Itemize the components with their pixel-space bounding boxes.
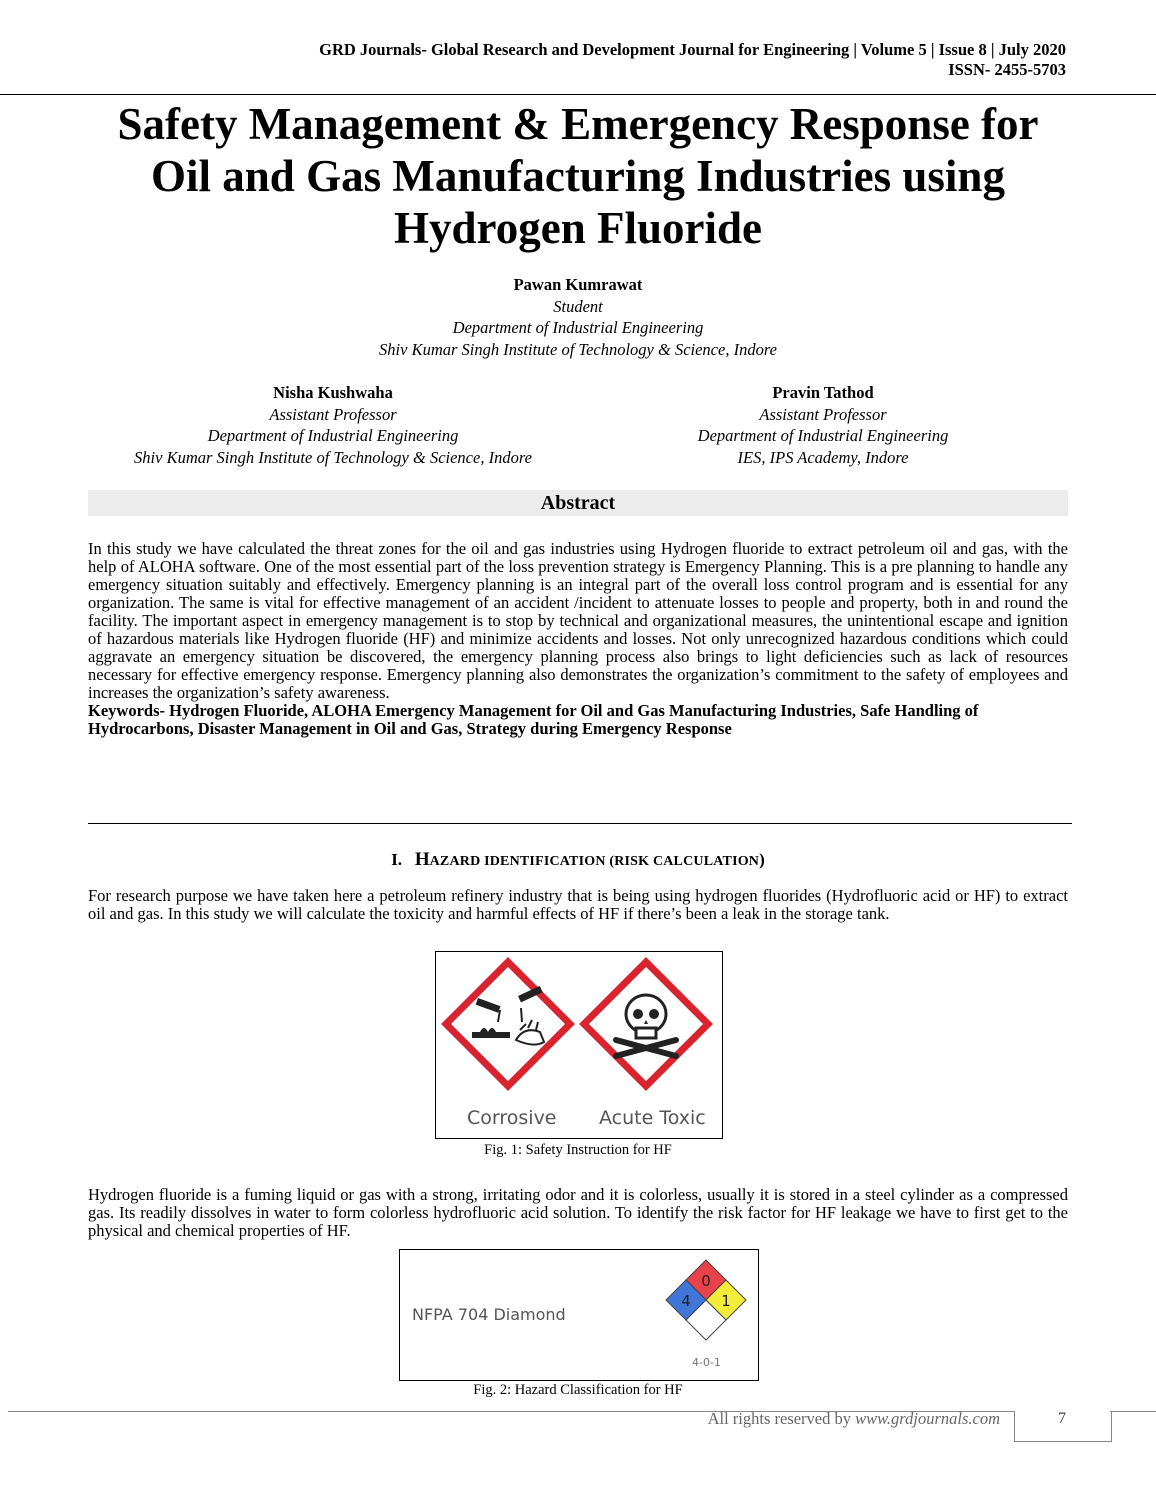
title-line-2: Oil and Gas Manufacturing Industries using — [151, 151, 1005, 201]
author-block-3 — [578, 382, 1068, 468]
author-department: Department of Industrial Engineering — [452, 318, 704, 337]
corrosive-icon — [446, 962, 570, 1086]
journal-header — [90, 40, 1066, 80]
issn: ISSN- 2455-5703 — [948, 60, 1066, 79]
section-number: I. — [391, 850, 403, 869]
footer-rights — [540, 1409, 1000, 1429]
footer-rule-right — [1110, 1411, 1156, 1412]
nfpa-instability: 1 — [721, 1292, 731, 1310]
nfpa-label: NFPA 704 Diamond — [412, 1305, 566, 1324]
nfpa-health: 4 — [681, 1292, 691, 1310]
keywords: Keywords- Hydrogen Fluoride, ALOHA Emergency Management for Oil and Gas Manufacturing Industries, Safe Handling of Hydrocarbons, Disaster Management in Oil and Gas, Strategy during Emergency Response — [88, 701, 979, 738]
corrosive-label: Corrosive — [467, 1107, 557, 1129]
skull-crossbones-icon — [584, 962, 708, 1086]
author-institute: IES, IPS Academy, Indore — [737, 447, 909, 467]
section-paragraph-1: For research purpose we have taken here a petroleum refinery industry that is being using hydrogen fluorides (Hydrofluoric acid or HF) to extract oil and gas. In this study we will calculate the toxicity and harmful effects of HF if there’s been a leak in the storage tank. — [88, 886, 1068, 923]
title-line-3: Hydrogen Fluoride — [394, 203, 762, 253]
abstract-heading: Abstract — [88, 490, 1068, 516]
figure-2-nfpa — [399, 1249, 759, 1381]
footer-url[interactable]: www.grdjournals.com — [855, 1409, 1000, 1428]
journal-line: GRD Journals- Global Research and Development Journal for Engineering | Volume 5 | Issue 8 | July 2020 — [319, 40, 1066, 59]
footer-rights-prefix: All rights reserved by — [707, 1409, 856, 1428]
section-paragraph-2: Hydrogen fluoride is a fuming liquid or gas with a strong, irritating odor and it is colorless, usually it is stored in a steel cylinder as a compressed gas. Its readily dissolves in water to form colorless hydrofluoric acid solution. To identify the risk factor for HF leakage we have to first get to the physical and chemical properties of HF. — [88, 1185, 1068, 1240]
author-name: Nisha Kushwaha — [273, 383, 393, 402]
author-block-1 — [228, 274, 928, 360]
author-name: Pawan Kumrawat — [513, 275, 643, 294]
author-block-2 — [90, 382, 576, 468]
author-institute: Shiv Kumar Singh Institute of Technology & Science, Indore — [134, 447, 532, 467]
section-heading — [88, 850, 1068, 872]
figure-2-caption: Fig. 2: Hazard Classification for HF — [473, 1382, 683, 1398]
section-divider — [88, 823, 1072, 824]
heading-part-b: R — [614, 854, 625, 869]
heading-close: ) — [759, 850, 765, 869]
nfpa-flammability: 0 — [701, 1272, 711, 1290]
author-name: Pravin Tathod — [772, 383, 874, 402]
author-role: Assistant Professor — [759, 404, 887, 424]
header-rule — [0, 94, 1156, 95]
nfpa-code: 4-0-1 — [692, 1356, 721, 1369]
author-institute: Shiv Kumar Singh Institute of Technology & Science, Indore — [379, 339, 777, 359]
heading-initial: H — [414, 849, 430, 870]
heading-part-a: AZARD IDENTIFICATION ( — [429, 854, 615, 869]
title-line-1: Safety Management & Emergency Response for — [117, 99, 1039, 149]
author-role: Assistant Professor — [269, 404, 397, 424]
abstract-text: In this study we have calculated the threat zones for the oil and gas industries using Hydrogen fluoride to extract petroleum oil and gas, with the help of ALOHA software. One of the most essential part of the loss prevention strategy is Emergency Planning. This is a pre planning to handle any emergency situation suitably and effectively. Emergency planning is an integral part of the overall loss control program and is essential for any organization. The same is vital for effective management of an accident /incident to attenuate losses to people and property, both in and round the facility. The important aspect in emergency management is to stop by technical and organizational measures, the unintentional escape and ignition of hazardous materials like Hydrogen fluoride (HF) and minimize accidents and losses. Not only unrecognized hazardous conditions which could aggravate an emergency situation be discovered, the emergency planning process also brings to light deficiencies such as lack of resources necessary for effective emergency response. Emergency planning also demonstrates the organization’s commitment to the safety of employees and increases the organization’s safety awareness. — [88, 539, 1068, 702]
nfpa-diamond-icon — [664, 1258, 748, 1344]
figure-1-ghs-pictograms — [435, 951, 723, 1139]
author-role: Student — [553, 296, 603, 316]
author-department: Department of Industrial Engineering — [207, 426, 459, 445]
page-title — [60, 98, 1096, 254]
abstract-body — [88, 540, 1068, 738]
page-number: 7 — [1058, 1410, 1066, 1427]
heading-part-c: ISK CALCULATION — [624, 854, 760, 869]
author-department: Department of Industrial Engineering — [697, 426, 949, 445]
acute-toxic-label: Acute Toxic — [599, 1107, 706, 1129]
figure-1-caption: Fig. 1: Safety Instruction for HF — [484, 1142, 672, 1158]
ghs-pictograms-svg — [436, 952, 722, 1102]
